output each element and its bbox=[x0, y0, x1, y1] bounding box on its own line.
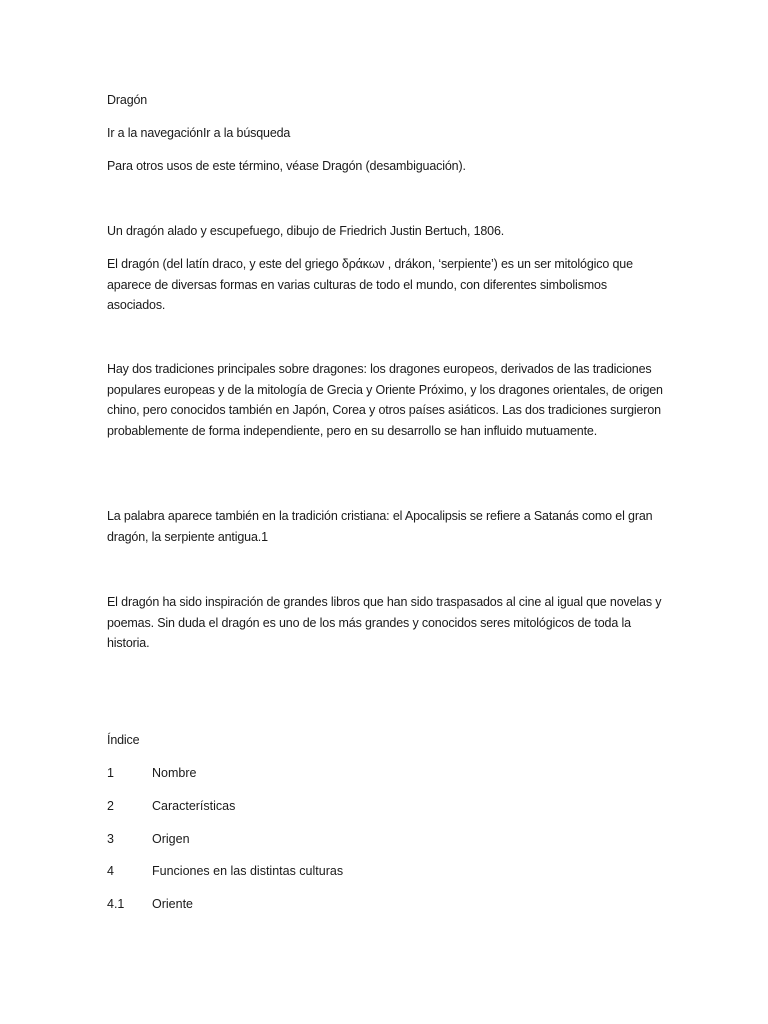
paragraph-christian: La palabra aparece también en la tradición cristiana: el Apocalipsis se refiere a Satanás como el gran dragón, la serpiente antigua.1 bbox=[107, 509, 653, 544]
index-heading: Índice bbox=[107, 733, 140, 747]
index-item-funciones[interactable]: Funciones en las distintas culturas bbox=[152, 864, 344, 878]
index-item-nombre[interactable]: Nombre bbox=[152, 766, 197, 780]
navigation-links[interactable]: Ir a la navegaciónIr a la búsqueda bbox=[107, 126, 291, 140]
index-item-number: 1 bbox=[107, 766, 114, 780]
index-item-number: 3 bbox=[107, 832, 114, 846]
paragraph-traditions: Hay dos tradiciones principales sobre dragones: los dragones europeos, derivados de las tradiciones populares europeas y de la mitología de Grecia y Oriente Próximo, y los dragones orientales, de origen chino, pero conocidos también en Japón, Corea y otros países asiáticos. Las dos tradiciones surgieron probablemente de forma independiente, pero en su desarrollo se han influido mutuamente. bbox=[107, 362, 663, 438]
index-item-number: 4.1 bbox=[107, 897, 125, 911]
index-item-oriente[interactable]: Oriente bbox=[152, 897, 193, 911]
paragraph-definition: El dragón (del latín draco, y este del griego δράκων , drákon, ‘serpiente’) es un ser mitológico que aparece de diversas formas en varias culturas de todo el mundo, con diferentes simbolismos asociados. bbox=[107, 257, 633, 312]
index-item-caracteristicas[interactable]: Características bbox=[152, 799, 236, 813]
image-caption: Un dragón alado y escupefuego, dibujo de Friedrich Justin Bertuch, 1806. bbox=[107, 224, 505, 238]
index-item-origen[interactable]: Origen bbox=[152, 832, 190, 846]
index-item-number: 2 bbox=[107, 799, 114, 813]
index-item-number: 4 bbox=[107, 864, 114, 878]
disambiguation-note: Para otros usos de este término, véase Dragón (desambiguación). bbox=[107, 159, 466, 173]
paragraph-inspiration: El dragón ha sido inspiración de grandes libros que han sido traspasados al cine al igual que novelas y poemas. Sin duda el dragón es uno de los más grandes y conocidos seres mitológicos de toda la historia. bbox=[107, 595, 662, 650]
document-title: Dragón bbox=[107, 93, 148, 107]
